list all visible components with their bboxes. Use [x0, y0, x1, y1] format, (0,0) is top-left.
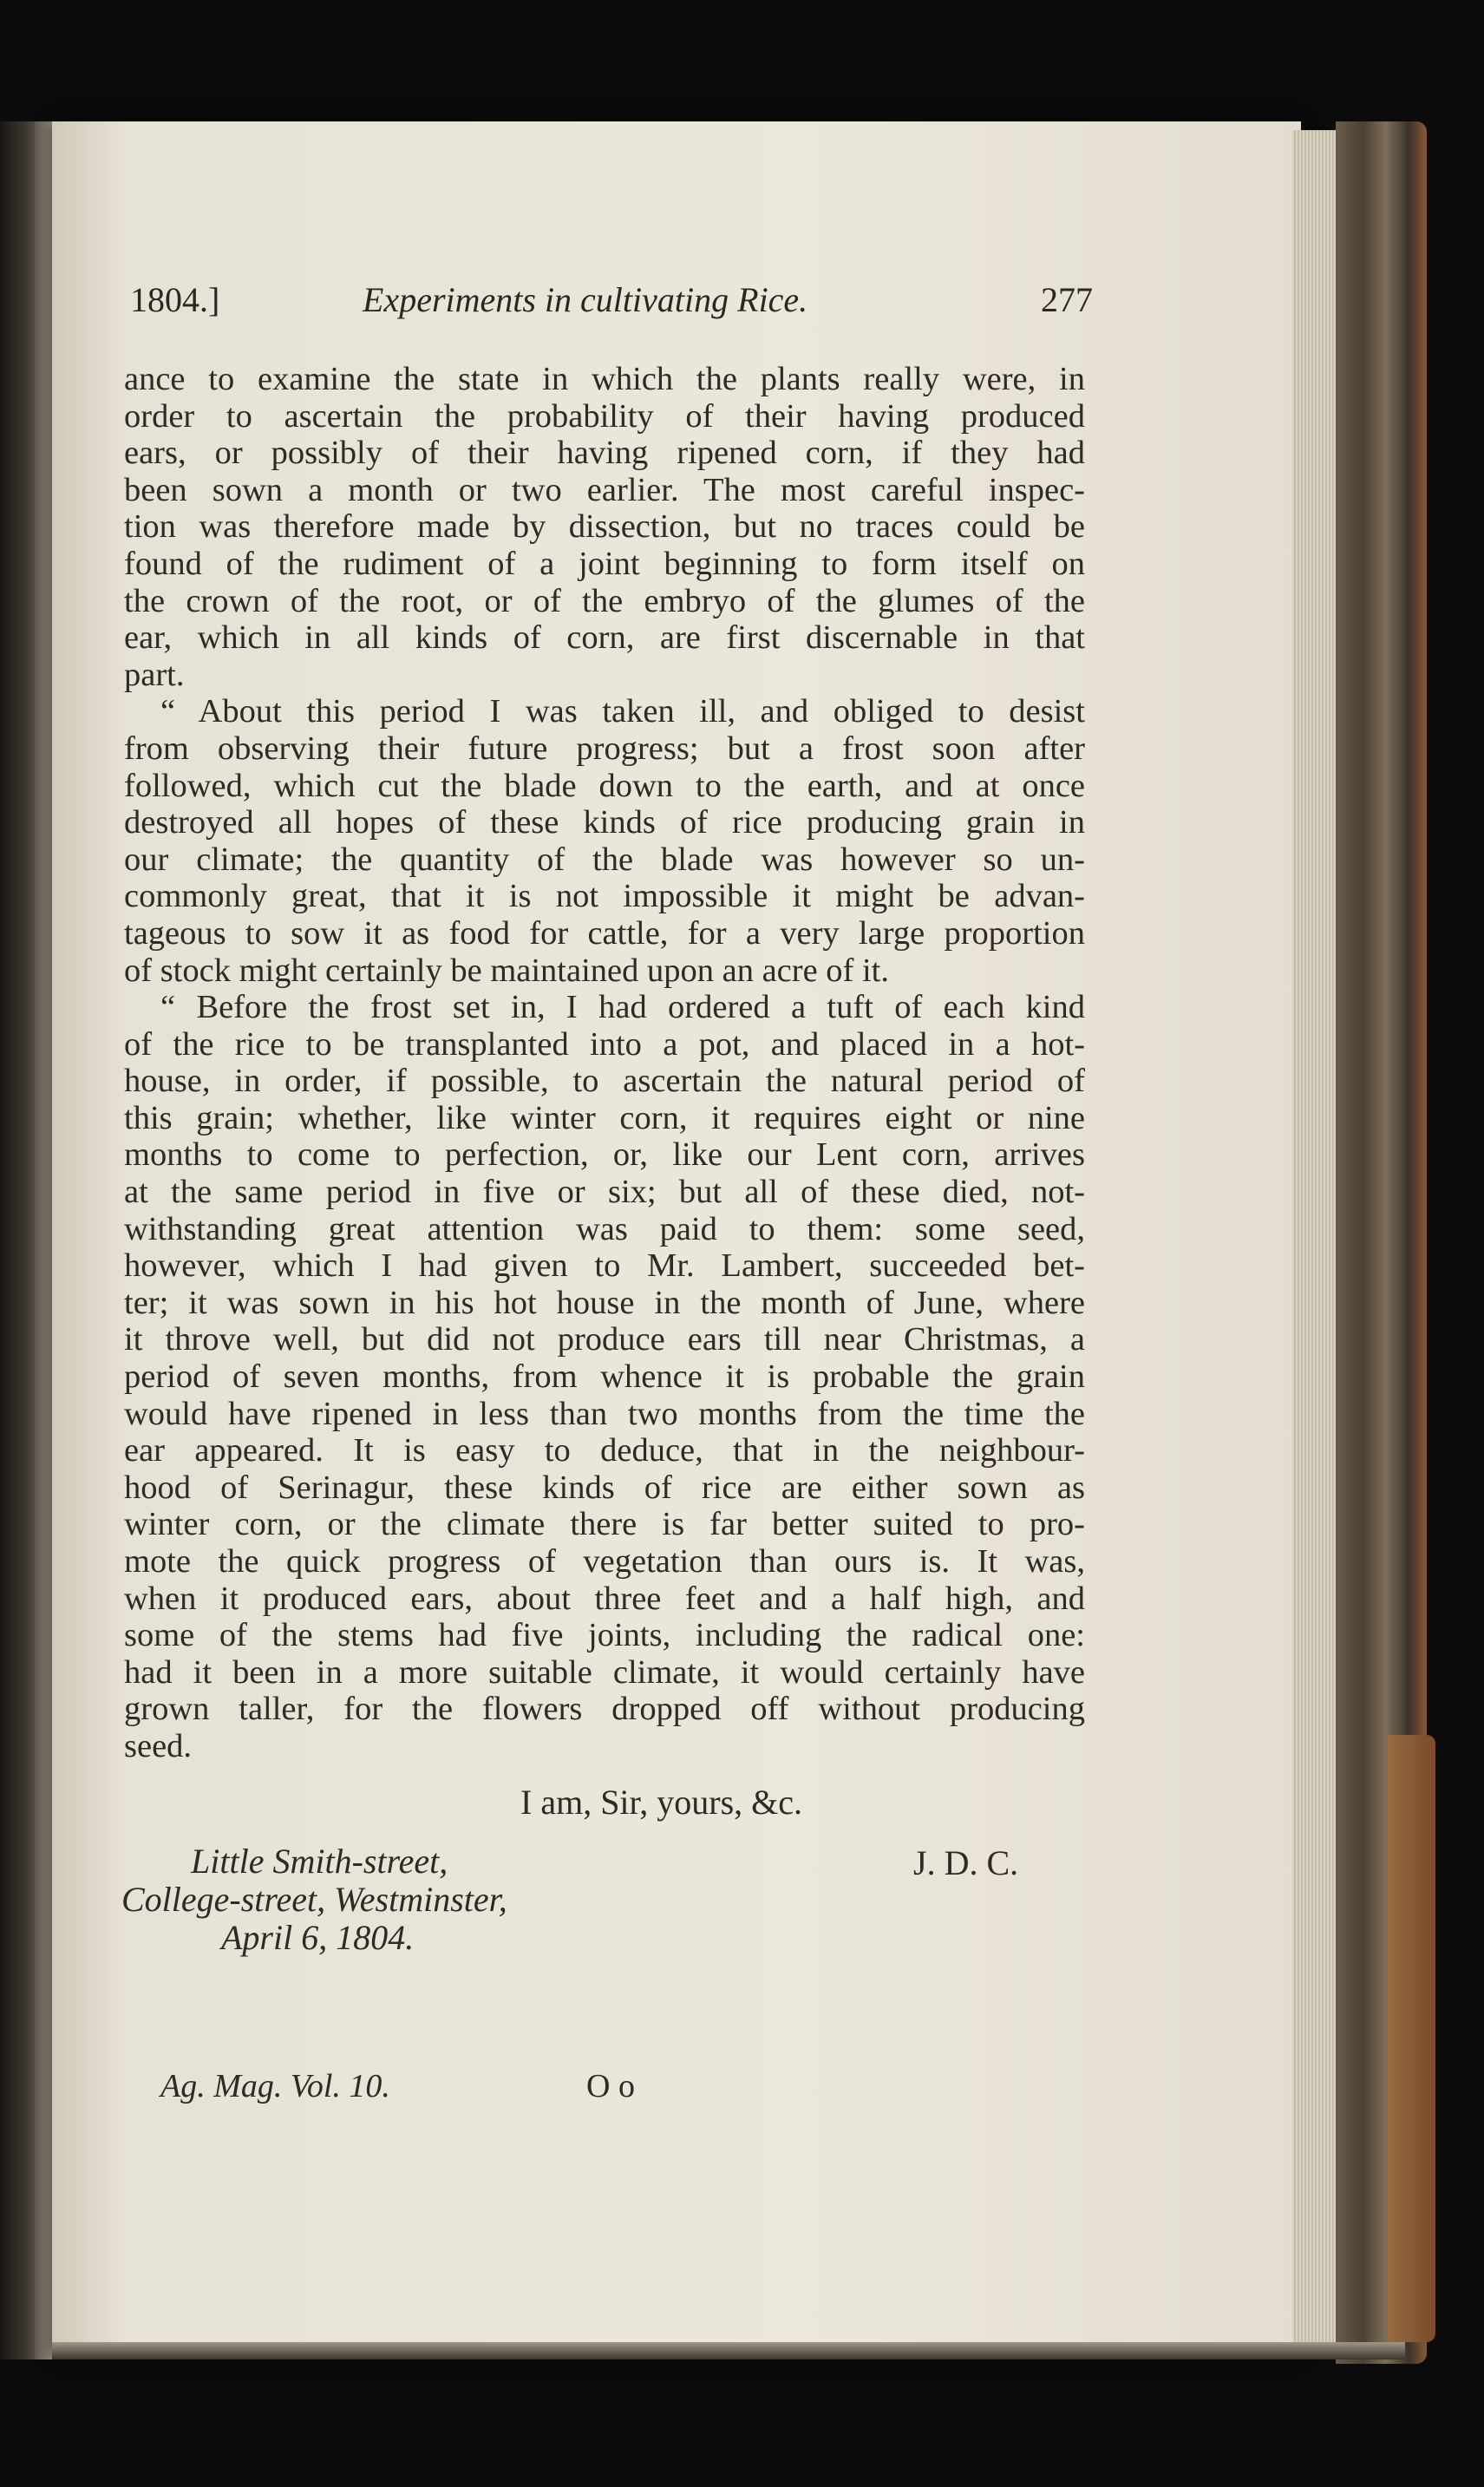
text-line: period of seven months, from whence it is probable the grain [124, 1358, 1085, 1396]
text-line: found of the rudiment of a joint beginning to form itself on [124, 545, 1085, 582]
text-line: tion was therefore made by dissection, but no traces could be [124, 508, 1085, 546]
text-line: would have ripened in less than two months from the time the [124, 1395, 1085, 1432]
footer-signature-mark: O o [586, 2068, 635, 2104]
text-line: from observing their future progress; but a frost soon after [124, 730, 1085, 767]
text-line: our climate; the quantity of the blade was however so un- [124, 841, 1085, 878]
text-line: of the rice to be transplanted into a pot, and placed in a hot- [124, 1025, 1085, 1063]
text-line: at the same period in five or six; but all of these died, not- [124, 1174, 1085, 1211]
text-line: withstanding great attention was paid to them: some seed, [124, 1210, 1085, 1247]
header-title: Experiments in cultivating Rice. [363, 280, 808, 319]
text-line: ance to examine the state in which the plants really were, in [124, 361, 1085, 397]
text-line: months to come to perfection, or, like our Lent corn, arrives [124, 1136, 1085, 1174]
text-line: ter; it was sown in his hot house in the month of June, where [124, 1284, 1085, 1321]
text-line: it throve well, but did not produce ears till near Christmas, a [124, 1321, 1085, 1358]
text-line: house, in order, if possible, to ascertain the natural period of [124, 1063, 1085, 1100]
text-line: been sown a month or two earlier. The most careful inspec- [124, 471, 1085, 508]
text-line: had it been in a more suitable climate, it would certainly have [124, 1653, 1085, 1691]
text-line: ear, which in all kinds of corn, are first discernable in that [124, 619, 1085, 657]
text-line: “ About this period I was taken ill, and obliged to desist [160, 693, 1085, 730]
signature-initials: J. D. C. [913, 1843, 1019, 1882]
address-line: Little Smith-street, [191, 1842, 448, 1881]
body-text [124, 361, 1085, 1765]
page-edges [1292, 130, 1340, 2351]
text-line: order to ascertain the probability of their having produced [124, 397, 1085, 435]
text-line: part. [124, 656, 185, 693]
text-line: of stock might certainly be maintained upon an acre of it. [124, 952, 890, 989]
sender-address [121, 1842, 507, 1957]
running-header [130, 279, 1093, 331]
footer-magazine-volume: Ag. Mag. Vol. 10. [160, 2068, 390, 2104]
text-line: ear appeared. It is easy to deduce, that in the neighbour- [124, 1432, 1085, 1469]
closing-salutation: I am, Sir, yours, &c. [520, 1783, 803, 1822]
page-number: 277 [1041, 280, 1093, 319]
text-line: followed, which cut the blade down to the earth, and at once [124, 767, 1085, 804]
text-line: the crown of the root, or of the embryo of the glumes of the [124, 582, 1085, 619]
header-year: 1804.] [130, 280, 220, 319]
text-line: tageous to sow it as food for cattle, for a very large proportion [124, 914, 1085, 952]
text-line: when it produced ears, about three feet and a half high, and [124, 1580, 1085, 1617]
text-line: mote the quick progress of vegetation than ours is. It was, [124, 1543, 1085, 1580]
text-line: seed. [124, 1727, 193, 1764]
text-line: hood of Serinagur, these kinds of rice are either sown as [124, 1469, 1085, 1506]
text-line: some of the stems had five joints, including the radical one: [124, 1617, 1085, 1654]
binding-leather-corner [1388, 1735, 1435, 2342]
text-line: “ Before the frost set in, I had ordered a tuft of each kind [160, 989, 1085, 1026]
page-bottom-edge [52, 2342, 1405, 2359]
text-line: winter corn, or the climate there is far better suited to pro- [124, 1506, 1085, 1543]
text-line: commonly great, that it is not impossible it might be advan- [124, 878, 1085, 915]
text-line: grown taller, for the flowers dropped off without producing [124, 1691, 1085, 1728]
address-date: April 6, 1804. [221, 1918, 415, 1957]
text-line: this grain; whether, like winter corn, it requires eight or nine [124, 1099, 1085, 1136]
text-line: destroyed all hopes of these kinds of rice producing grain in [124, 804, 1085, 841]
text-line: however, which I had given to Mr. Lambert, succeeded bet- [124, 1247, 1085, 1285]
text-line: ears, or possibly of their having ripened corn, if they had [124, 435, 1085, 472]
address-line: College-street, Westminster, [121, 1880, 507, 1919]
